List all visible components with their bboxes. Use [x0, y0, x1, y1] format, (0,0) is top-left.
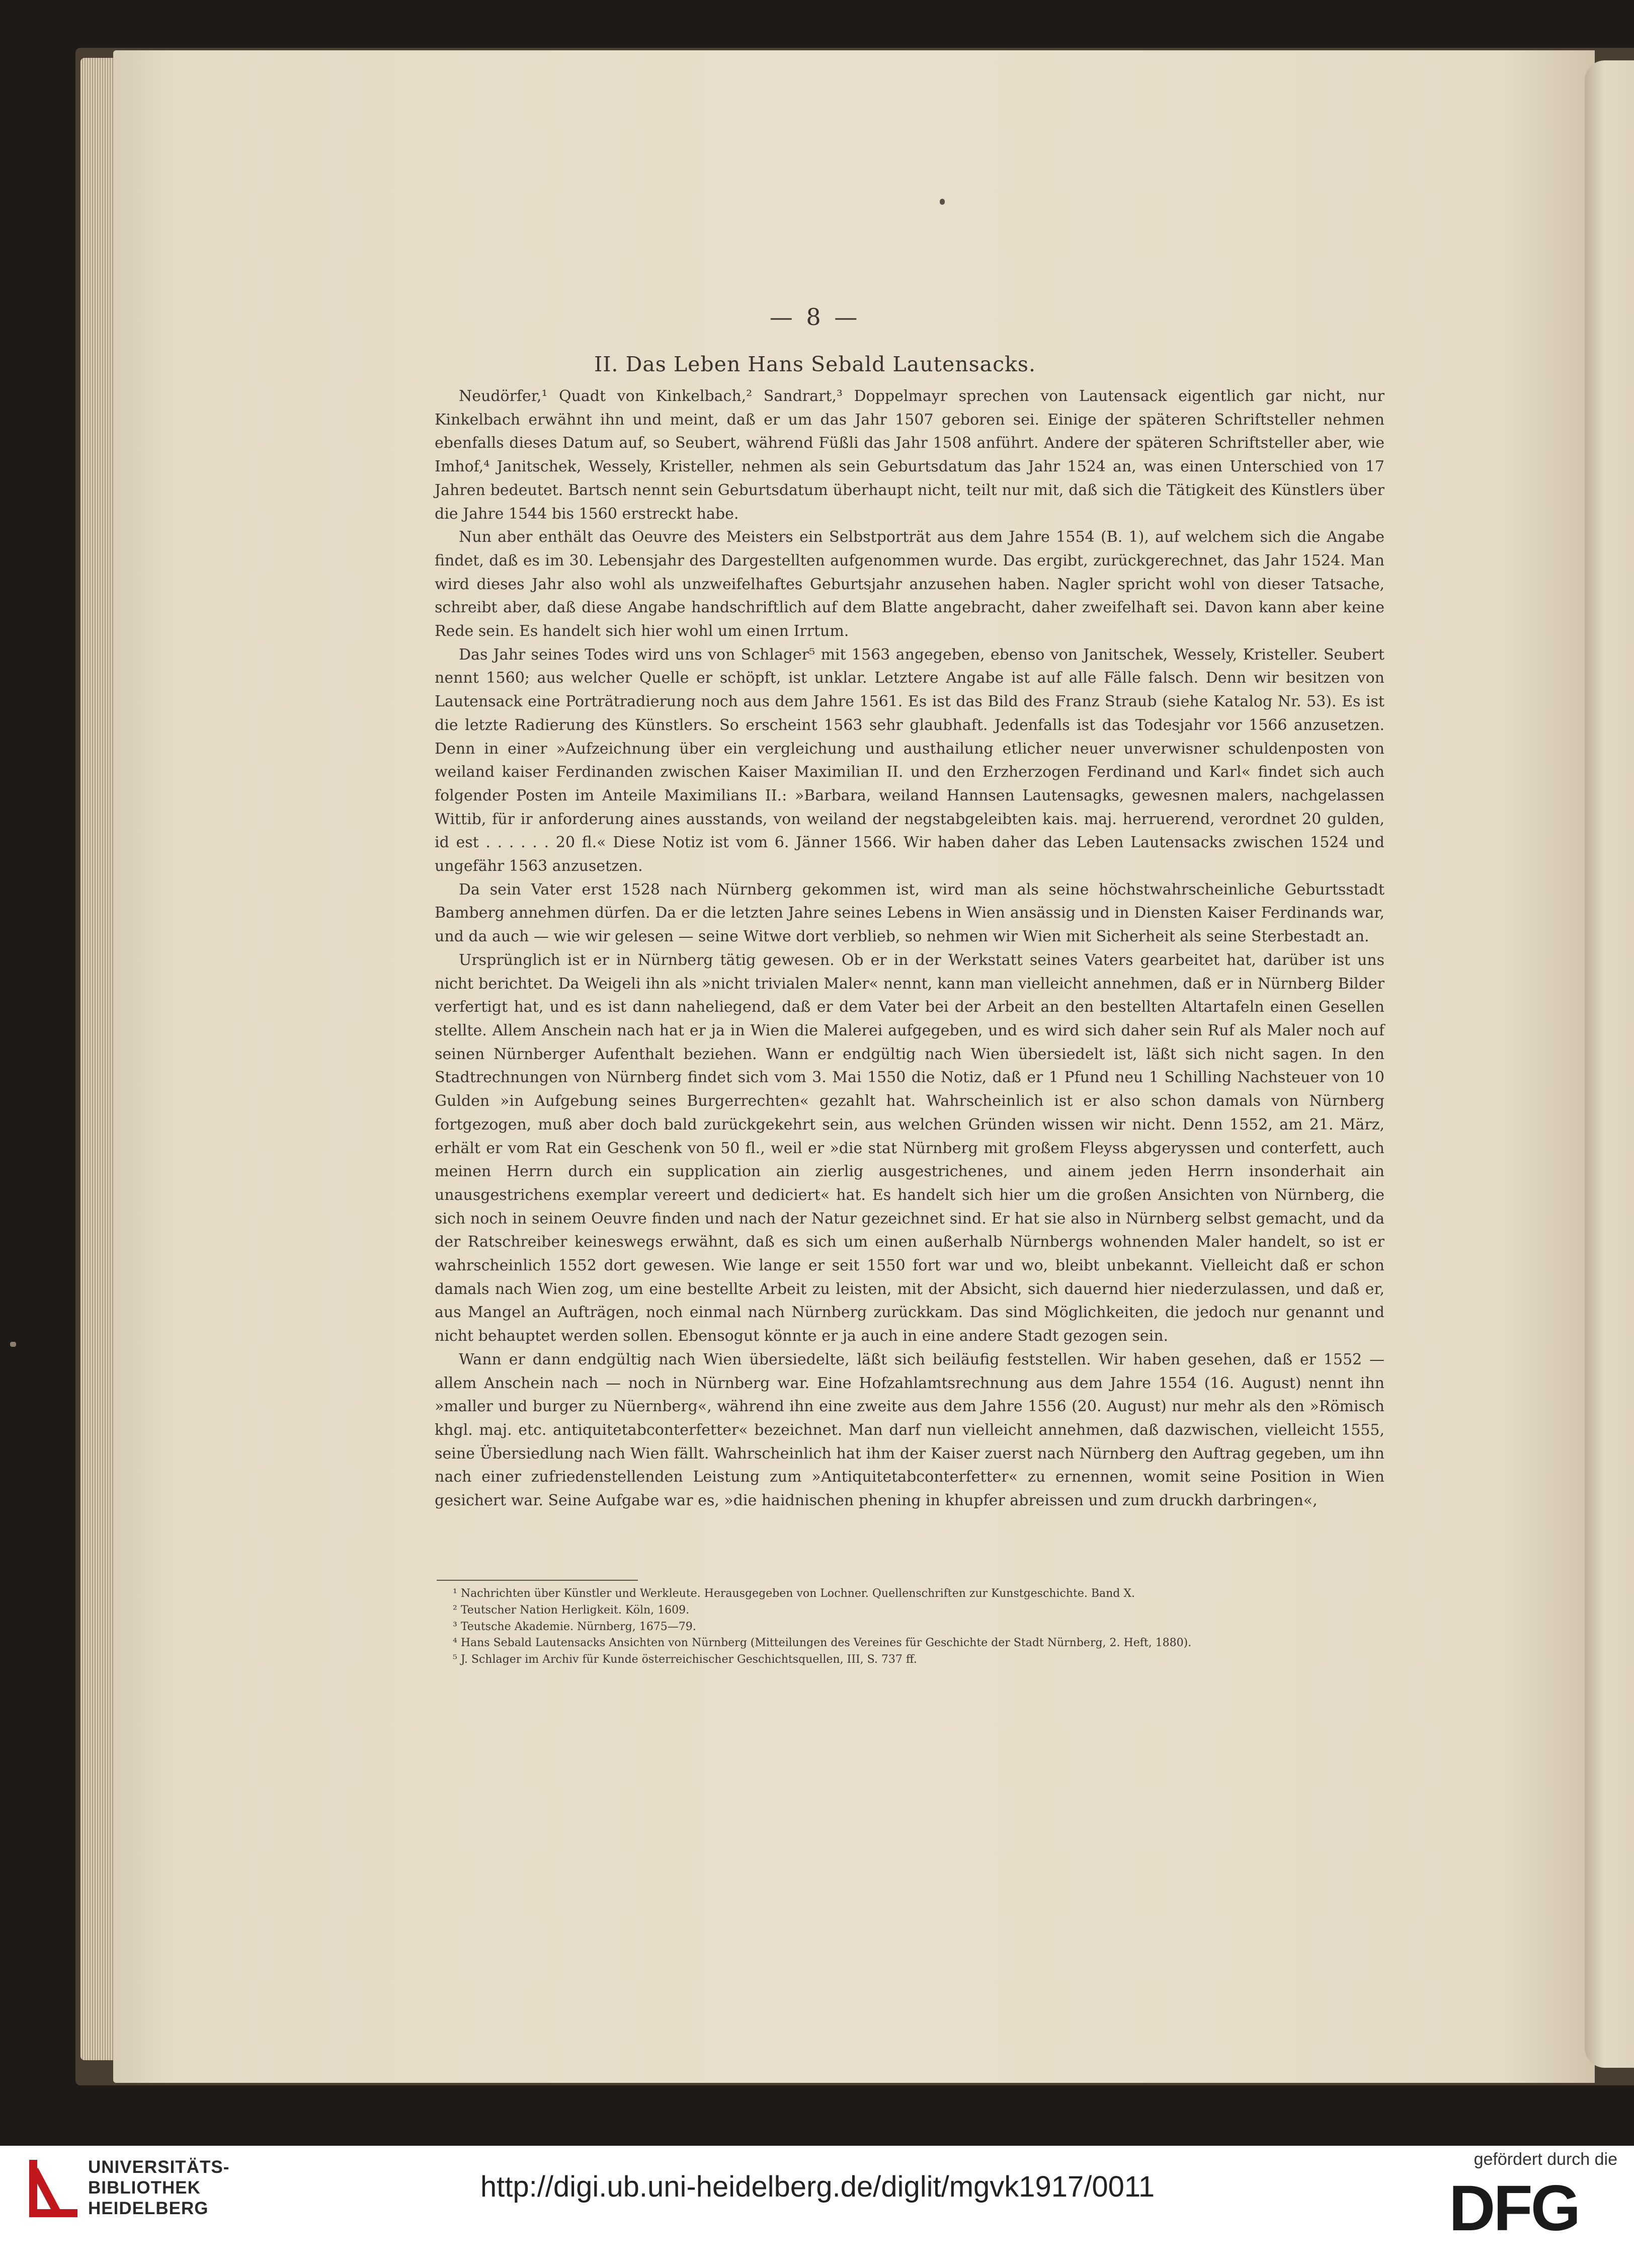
footnotes: [453, 1586, 1383, 1668]
footnote: ¹ Nachrichten über Künstler und Werkleute. Herausgegeben von Lochner. Quellenschriften zur Kunstgeschichte. Band X.: [453, 1587, 1135, 1600]
paragraph: Neudörfer,¹ Quadt von Kinkelbach,² Sandrart,³ Doppelmayr sprechen von Lautensack eigentlich gar nicht, nur Kinkelbach erwähnt ihn und meint, daß er um das Jahr 1507 geboren sei. Einige der späteren Schriftsteller nehmen ebenfalls dieses Datum auf, so Seubert, während Füßli das Jahr 1508 anführt. Andere der späteren Schriftsteller aber, wie Imhof,⁴ Janitschek, Wessely, Kristeller, nehmen als sein Geburtsdatum das Jahr 1524 an, was einen Unterschied von 17 Jahren bedeutet. Bartsch nennt sein Geburtsdatum überhaupt nicht, teilt nur mit, daß sich die Tätigkeit des Künstlers über die Jahre 1544 bis 1560 erstreckt habe.: [435, 387, 1384, 523]
funded-by-text: gefördert durch die: [1474, 2150, 1617, 2169]
margin-spot: [10, 1342, 16, 1347]
ink-spot: [940, 199, 945, 205]
facing-page-edge: [1585, 60, 1634, 2068]
footer-bar: [0, 2146, 1634, 2268]
paragraph: Wann er dann endgültig nach Wien übersiedelte, läßt sich beiläufig feststellen. Wir haben gesehen, daß er 1552 — allem Anschein nach — noch in Nürnberg war. Eine Hofzahlamtsrechnung aus dem Jahre 1554 (16. August) nennt ihn »maller und burger zu Nüernberg«, während ihn eine zweite aus dem Jahre 1556 (20. August) nur mehr als den »Römisch khgl. maj. etc. antiquitetabconterfetter« bezeichnet. Man darf nun vielleicht annehmen, daß dazwischen, vielleicht 1555, seine Übersiedlung nach Wien fällt. Wahrscheinlich hat ihm der Kaiser zuerst nach Nürnberg den Auftrag gegeben, um ihn nach einer zufriedenstellenden Leistung zum »Antiquitetabconterfetter« zu ernennen, womit seine Position in Wien gesichert war. Seine Aufgabe war es, »die haidnischen phening in khupfer abreissen und zum druckh darbringen«,: [435, 1350, 1384, 1510]
footnote: ⁴ Hans Sebald Lautensacks Ansichten von Nürnberg (Mitteilungen des Vereines für Geschichte der Stadt Nürnberg, 2. Heft, 1880).: [453, 1637, 1192, 1650]
university-library-logo-icon[interactable]: [20, 2156, 80, 2221]
library-name-line: BIBLIOTHEK: [88, 2178, 201, 2198]
footnote: ² Teutscher Nation Herligkeit. Köln, 1609.: [453, 1603, 690, 1616]
library-name-line: HEIDELBERG: [88, 2199, 209, 2218]
page-number: — 8 —: [769, 303, 861, 331]
paragraph: Nun aber enthält das Oeuvre des Meisters ein Selbstporträt aus dem Jahre 1554 (B. 1), auf welchem sich die Angabe findet, daß es im 30. Lebensjahr des Dargestellten aufgenommen wurde. Das ergibt, zurückgerechnet, das Jahr 1524. Man wird dieses Jahr also wohl als unzweifelhaftes Geburtsjahr anzusehen haben. Nagler spricht wohl von dieser Tatsache, schreibt aber, daß diese Angabe handschriftlich auf dem Blatte angebracht, daher zweifelhaft sei. Davon kann aber keine Rede sein. Es handelt sich hier wohl um einen Irrtum.: [435, 528, 1384, 640]
paragraph: Ursprünglich ist er in Nürnberg tätig gewesen. Ob er in der Werkstatt seines Vaters gearbeitet hat, darüber ist uns nicht berichtet. Da Weigeli ihn als »nicht trivialen Maler« nennt, kann man vielleicht annehmen, daß er in Nürnberg Bilder verfertigt hat, und es ist dann naheliegend, daß er dem Vater bei der Arbeit an den bestellten Altartafeln einen Gesellen stellte. Allem Anschein nach hat er ja in Wien die Malerei aufgegeben, und es wird sich daher sein Ruf als Maler noch auf seinen Nürnberger Aufenthalt beziehen. Wann er endgültig nach Wien übersiedelt ist, läßt sich nicht sagen. In den Stadtrechnungen von Nürnberg findet sich vom 3. Mai 1550 die Notiz, daß er 1 Pfund neu 1 Schilling Nachsteuer von 10 Gulden »in Aufgebung seines Burgerrechten« gezahlt hat. Wahrscheinlich ist er also schon damals von Nürnberg fortgezogen, muß aber doch bald zurückgekehrt sein, aus welchen Gründen wissen wir nicht. Denn 1552, am 21. März, erhält er vom Rat ein Geschenk von 50 fl., weil er »die stat Nürnberg mit großem Fleyss abgeryssen und conterfett, auch meinen Herrn durch ein supplication ain zierlig ausgestrichenes, und ainem jeden Herrn insonderhait ain unausgestrichens exemplar vereert und dediciert« hat. Es handelt sich hier um die großen Ansichten von Nürnberg, die sich noch in seinem Oeuvre finden und nach der Natur gezeichnet sind. Er hat sie also in Nürnberg selbst gemacht, und da der Ratschreiber keineswegs erwähnt, daß es sich um einen außerhalb Nürnbergs wohnenden Maler handelt, so ist er wahrscheinlich 1552 dort gewesen. Wie lange er seit 1550 fort war und wo, bleibt unbekannt. Vielleicht daß er schon damals nach Wien zog, um eine bestellte Arbeit zu leisten, mit der Absicht, sich dauernd hier niederzulassen, und daß er, aus Mangel an Aufträgen, noch einmal nach Nürnberg zurückkam. Das sind Möglichkeiten, die jedoch nur genannt und nicht behauptet werden sollen. Ebensogut könnte er ja auch in eine andere Stadt gezogen sein.: [435, 951, 1384, 1345]
dfg-logo-icon[interactable]: [1449, 2176, 1615, 2236]
footnote: ⁵ J. Schlager im Archiv für Kunde österreichischer Geschichtsquellen, III, S. 737 ff.: [453, 1653, 917, 1666]
chapter-title: II. Das Leben Hans Sebald Lautensacks.: [594, 352, 1036, 376]
library-name-line: UNIVERSITÄTS-: [88, 2157, 230, 2177]
footnote: ³ Teutsche Akademie. Nürnberg, 1675—79.: [453, 1620, 696, 1633]
university-library-name[interactable]: [88, 2157, 229, 2219]
paragraph: Da sein Vater erst 1528 nach Nürnberg gekommen ist, wird man als seine höchstwahrscheinliche Geburtsstadt Bamberg annehmen dürfen. Da er die letzten Jahre seines Lebens in Wien ansässig und in Diensten Kaiser Ferdinands war, und da auch — wie wir gelesen — seine Witwe dort verblieb, so nehmen wir Wien mit Sicherheit als seine Sterbestadt an.: [435, 880, 1384, 946]
body-text: [435, 385, 1384, 1513]
permalink-url[interactable]: http://digi.ub.uni-heidelberg.de/diglit/mgvk1917/0011: [480, 2170, 1155, 2203]
page-edges: [80, 58, 116, 2060]
paragraph: Das Jahr seines Todes wird uns von Schlager⁵ mit 1563 angegeben, ebenso von Janitschek, Wessely, Kristeller. Seubert nennt 1560; aus welcher Quelle er schöpft, ist unklar. Letztere Angabe ist auf alle Fälle falsch. Denn wir besitzen von Lautensack eine Porträtradierung noch aus dem Jahre 1561. Es ist das Bild des Franz Straub (siehe Katalog Nr. 53). Es ist die letzte Radierung des Künstlers. So erscheint 1563 sehr glaubhaft. Jedenfalls ist das Todesjahr vor 1566 anzusetzen. Denn in einer »Aufzeichnung über ein vergleichung und austhailung etlicher neuer unverwisner schuldenposten von weiland kaiser Ferdinanden zwischen Kaiser Maximilian II. und den Erzherzogen Ferdinand und Karl« findet sich auch folgender Posten im Anteile Maximilians II.: »Barbara, weiland Hannsen Lautensagks, gewesnen malers, nachgelassen Wittib, für ir anforderung aines ausstands, von weiland der negstabgeleibten kais. maj. herruerend, verordnet 20 gulden, id est . . . . . . 20 fl.« Diese Notiz ist vom 6. Jänner 1566. Wir haben daher das Leben Lautensacks zwischen 1524 und ungefähr 1563 anzusetzen.: [435, 645, 1384, 875]
dfg-logo-text: DFG: [1449, 2176, 1579, 2236]
footnote-rule: [437, 1580, 638, 1581]
